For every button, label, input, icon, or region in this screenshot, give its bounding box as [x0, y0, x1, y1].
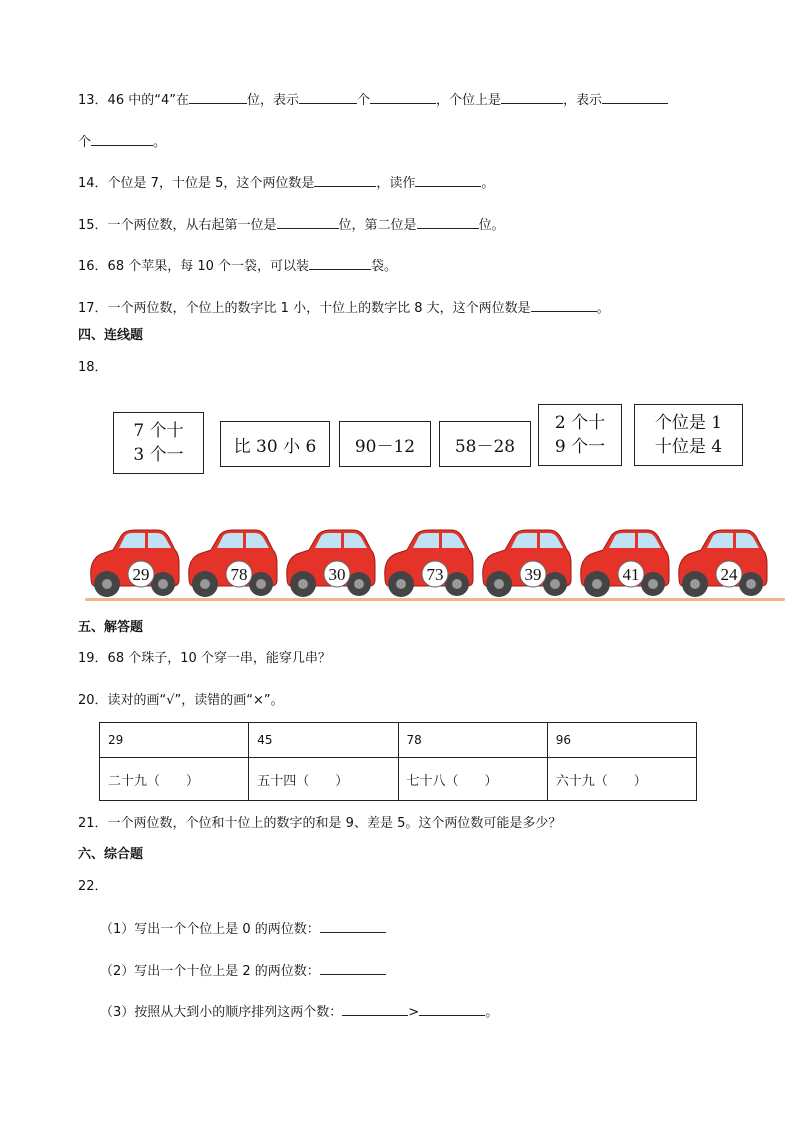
match-box-4[interactable]: [439, 421, 531, 467]
q14-text-3: 。: [481, 176, 495, 191]
reading-cell[interactable]: 五十四（ ）: [249, 758, 398, 801]
answer-blank[interactable]: [299, 90, 357, 104]
reading-cell[interactable]: 七十八（ ）: [398, 758, 547, 801]
car-number-label: 39: [524, 565, 542, 584]
q22-3-text: （3）按照从大到小的顺序排列这两个数：: [100, 1005, 343, 1020]
wheel-hub: [648, 579, 658, 589]
match-box-text: 58－28: [454, 436, 516, 457]
q17-text-1: 17．一个两位数，个位上的数字比 1 小，十位上的数字比 8 大，这个两位数是: [78, 301, 531, 316]
q14-text-2: ，读作: [376, 176, 416, 191]
q17-text-2: 。: [596, 301, 610, 316]
q15-text-1: 15．一个两位数，从右起第一位是: [78, 218, 277, 233]
car-number-label: 41: [622, 565, 640, 584]
answer-blank[interactable]: [342, 1002, 408, 1016]
q13-text-2: 位，表示: [246, 93, 299, 108]
answer-blank[interactable]: [309, 256, 371, 270]
car-29[interactable]: [85, 520, 181, 602]
wheel-hub: [354, 579, 364, 589]
number-cell: 96: [547, 723, 696, 758]
car-number-label: 73: [426, 565, 444, 584]
q13-cont-start: 个: [78, 135, 92, 150]
match-box-text: 个位是 1: [654, 413, 723, 433]
wheel-hub: [746, 579, 756, 589]
q16-text-1: 16．68 个苹果，每 10 个一袋，可以装: [78, 259, 310, 274]
number-cell: 29: [100, 723, 249, 758]
wheel-hub: [256, 579, 266, 589]
answer-blank[interactable]: [417, 215, 479, 229]
q13-text-4: ，个位上是: [436, 93, 502, 108]
question-13-continued: [78, 132, 166, 152]
wheel-hub: [396, 579, 406, 589]
car-row: [85, 520, 785, 610]
match-box-text: 十位是 4: [654, 437, 723, 457]
table-row: [100, 758, 697, 801]
answer-blank[interactable]: [370, 90, 436, 104]
car-24[interactable]: [673, 520, 769, 602]
wheel-hub: [690, 579, 700, 589]
match-box-1[interactable]: [113, 412, 204, 474]
answer-blank[interactable]: [602, 90, 668, 104]
answer-blank[interactable]: [320, 961, 386, 975]
wheel-hub: [452, 579, 462, 589]
match-box-text: 7 个十: [133, 421, 184, 441]
question-15: [78, 215, 505, 235]
answer-blank[interactable]: [320, 919, 386, 933]
match-box-text: 比 30 小 6: [233, 436, 317, 457]
q22-1-text: （1）写出一个个位上是 0 的两位数：: [100, 922, 320, 937]
section-heading-4: 四、连线题: [78, 328, 144, 343]
question-22-part-3: [100, 1002, 498, 1022]
section-heading-5: 五、解答题: [78, 620, 144, 635]
q13-text-5: ，表示: [563, 93, 603, 108]
question-21: 21．一个两位数，个位和十位上的数字的和是 9、差是 5。这个两位数可能是多少？: [78, 816, 562, 831]
q15-text-3: 位。: [478, 218, 505, 233]
match-box-text: 90－12: [354, 436, 416, 457]
match-box-text: 2 个十: [554, 413, 606, 433]
car-78[interactable]: [183, 520, 279, 602]
number-cell: 45: [249, 723, 398, 758]
answer-blank[interactable]: [419, 1002, 485, 1016]
question-13: [78, 90, 668, 110]
answer-blank[interactable]: [314, 173, 376, 187]
reading-cell[interactable]: 二十九（ ）: [100, 758, 249, 801]
car-number-label: 78: [230, 565, 248, 584]
q13-text-3: 个: [356, 93, 370, 108]
number-cell: 78: [398, 723, 547, 758]
q22-2-text: （2）写出一个十位上是 2 的两位数：: [100, 964, 320, 979]
car-number-label: 30: [328, 565, 346, 584]
car-number-label: 24: [720, 565, 738, 584]
table-row: [100, 723, 697, 758]
wheel-hub: [102, 579, 112, 589]
question-22: 22．: [78, 879, 108, 894]
answer-blank[interactable]: [189, 90, 247, 104]
wheel-hub: [298, 579, 308, 589]
reading-table: [99, 722, 697, 801]
question-19: 19．68 个珠子，10 个穿一串，能穿几串？: [78, 651, 331, 666]
car-73[interactable]: [379, 520, 475, 602]
answer-blank[interactable]: [277, 215, 339, 229]
car-number-label: 29: [132, 565, 150, 584]
answer-blank[interactable]: [415, 173, 481, 187]
greater-than-sign: >: [408, 1005, 420, 1020]
match-box-3[interactable]: [339, 421, 431, 467]
car-30[interactable]: [281, 520, 377, 602]
question-22-part-2: [100, 961, 386, 981]
question-17: [78, 298, 610, 318]
question-20: 20．读对的画“√”，读错的画“×”。: [78, 693, 284, 708]
question-18: 18．: [78, 360, 108, 375]
q15-text-2: 位，第二位是: [338, 218, 417, 233]
match-box-5[interactable]: [538, 404, 622, 466]
reading-cell[interactable]: 六十九（ ）: [547, 758, 696, 801]
wheel-hub: [494, 579, 504, 589]
match-box-2[interactable]: [220, 421, 330, 467]
q22-3-end: 。: [485, 1005, 499, 1020]
question-14: [78, 173, 494, 193]
question-22-part-1: [100, 919, 386, 939]
q13-text-1: 13．46 中的“4”在: [78, 93, 189, 108]
q14-text-1: 14．个位是 7，十位是 5，这个两位数是: [78, 176, 315, 191]
match-box-text: 9 个一: [554, 437, 606, 457]
section-heading-6: 六、综合题: [78, 847, 144, 862]
answer-blank[interactable]: [531, 298, 597, 312]
q16-text-2: 袋。: [371, 259, 398, 274]
wheel-hub: [592, 579, 602, 589]
wheel-hub: [158, 579, 168, 589]
answer-blank[interactable]: [91, 132, 153, 146]
car-39[interactable]: [477, 520, 573, 602]
q13-cont-end: 。: [153, 135, 167, 150]
car-41[interactable]: [575, 520, 671, 602]
wheel-hub: [550, 579, 560, 589]
match-box-text: 3 个一: [133, 445, 184, 465]
wheel-hub: [200, 579, 210, 589]
question-16: [78, 256, 397, 276]
answer-blank[interactable]: [501, 90, 563, 104]
match-box-6[interactable]: [634, 404, 743, 466]
